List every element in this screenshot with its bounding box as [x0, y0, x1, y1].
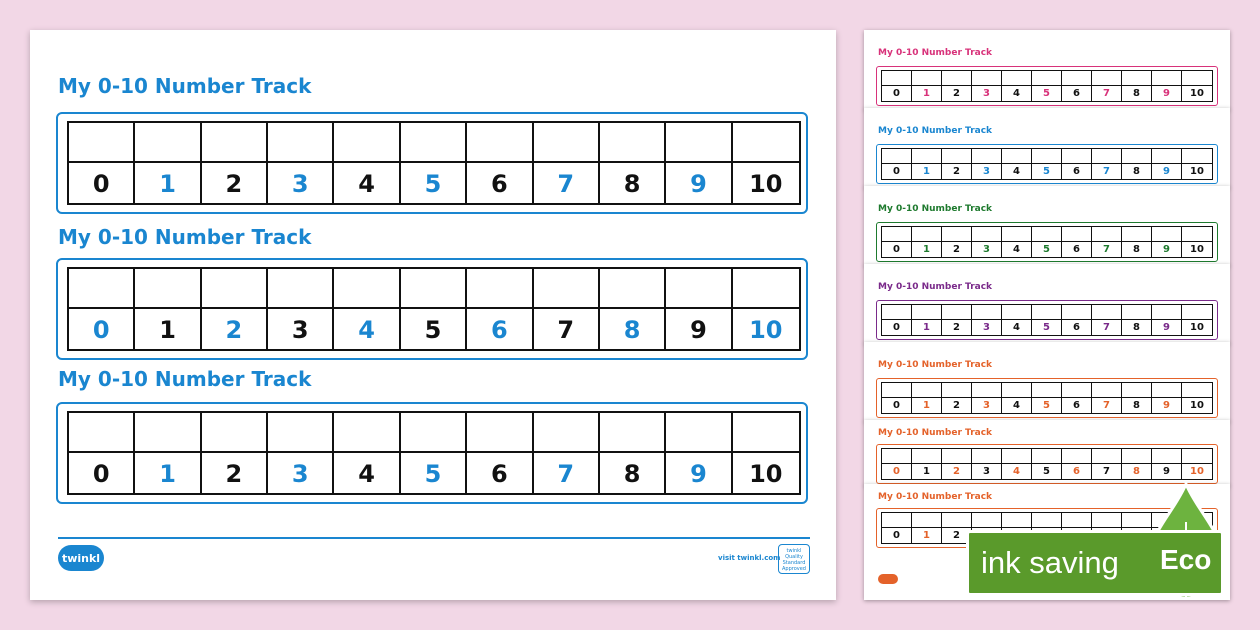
- blank-cell[interactable]: [666, 123, 732, 163]
- preview-number-cell: 3: [972, 320, 1002, 335]
- number-track-2: [56, 258, 808, 360]
- blank-cell[interactable]: [135, 269, 201, 309]
- preview-sheet[interactable]: [864, 108, 1230, 188]
- preview-number-cell: 0: [882, 398, 912, 413]
- preview-blank-cell: [972, 227, 1002, 242]
- preview-blank-cell: [1092, 305, 1122, 320]
- preview-number-cell: 4: [1002, 242, 1032, 257]
- preview-sheet[interactable]: [864, 420, 1230, 486]
- preview-blank-cell: [1092, 71, 1122, 86]
- preview-blank-cell: [1092, 513, 1122, 528]
- number-cell: 10: [749, 170, 783, 198]
- preview-sheet[interactable]: [864, 342, 1230, 422]
- number-cell: 9: [666, 163, 732, 205]
- preview-number-cell: 1: [912, 464, 942, 479]
- number-cell: 8: [600, 163, 666, 205]
- preview-number-cell: 6: [1062, 320, 1092, 335]
- preview-number-cell: 3: [972, 164, 1002, 179]
- preview-number-cell: 3: [972, 398, 1002, 413]
- preview-number-cell: 2: [942, 464, 972, 479]
- preview-blank-cell: [1152, 149, 1182, 164]
- preview-number-cell: 7: [1092, 164, 1122, 179]
- preview-blank-cell: [1002, 513, 1032, 528]
- preview-blank-cell: [1062, 449, 1092, 464]
- preview-number-cell: 0: [882, 528, 912, 543]
- preview-track: [876, 66, 1218, 106]
- blank-cell[interactable]: [534, 123, 600, 163]
- twinkl-logo: twinkl: [58, 545, 104, 571]
- number-cell: 10: [749, 460, 783, 488]
- quality-badge: twinkl Quality Standard Approved: [778, 544, 810, 574]
- preview-number-cell: 10: [1190, 244, 1204, 255]
- blank-cell[interactable]: [666, 413, 732, 453]
- preview-number-cell: 0: [882, 164, 912, 179]
- blank-cell[interactable]: [534, 269, 600, 309]
- blank-cell[interactable]: [666, 269, 732, 309]
- blank-cell[interactable]: [600, 123, 666, 163]
- preview-track: [876, 444, 1218, 484]
- preview-blank-cell: [1182, 305, 1212, 320]
- preview-blank-cell: [1122, 449, 1152, 464]
- preview-sheet[interactable]: [864, 30, 1230, 110]
- preview-track: [876, 300, 1218, 340]
- preview-number-cell: 5: [1032, 398, 1062, 413]
- number-cell: 10: [749, 316, 783, 344]
- preview-number-cell: 6: [1062, 86, 1092, 101]
- blank-cell[interactable]: [334, 413, 400, 453]
- blank-cell[interactable]: [467, 413, 533, 453]
- preview-number-cell: 2: [942, 528, 972, 543]
- number-cell: 4: [334, 309, 400, 351]
- blank-cell[interactable]: [334, 123, 400, 163]
- preview-blank-cell: [1002, 383, 1032, 398]
- preview-title: My 0-10 Number Track: [878, 428, 993, 438]
- ink-saving-text: ink saving: [981, 545, 1119, 580]
- blank-cell[interactable]: [135, 123, 201, 163]
- number-cell: 6: [467, 163, 533, 205]
- preview-blank-cell: [1032, 513, 1062, 528]
- preview-blank-cell: [942, 305, 972, 320]
- preview-title: My 0-10 Number Track: [878, 48, 993, 58]
- preview-number-cell: 10: [1190, 322, 1204, 333]
- preview-number-cell: 7: [1092, 86, 1122, 101]
- preview-number-cell: 7: [1092, 242, 1122, 257]
- preview-number-cell: 3: [972, 242, 1002, 257]
- blank-cell[interactable]: [600, 269, 666, 309]
- blank-cell[interactable]: [202, 413, 268, 453]
- preview-blank-cell: [1122, 149, 1152, 164]
- preview-blank-cell: [1092, 383, 1122, 398]
- preview-number-cell: 8: [1122, 464, 1152, 479]
- preview-number-cell: 0: [882, 320, 912, 335]
- preview-number-cell: 1: [912, 320, 942, 335]
- number-cell: 7: [534, 453, 600, 495]
- preview-blank-cell: [972, 71, 1002, 86]
- blank-cell[interactable]: [733, 413, 799, 453]
- preview-blank-cell: [942, 513, 972, 528]
- blank-cell[interactable]: [202, 123, 268, 163]
- preview-number-cell: 1: [912, 528, 942, 543]
- preview-blank-cell: [1032, 71, 1062, 86]
- preview-blank-cell: [1062, 305, 1092, 320]
- preview-blank-cell: [942, 227, 972, 242]
- preview-blank-cell: [972, 513, 1002, 528]
- preview-blank-cell: [912, 227, 942, 242]
- preview-number-cell: 10: [1190, 88, 1204, 99]
- preview-number-cell: 1: [912, 398, 942, 413]
- blank-cell[interactable]: [600, 413, 666, 453]
- preview-blank-cell: [1032, 305, 1062, 320]
- preview-number-cell: 10: [1190, 400, 1204, 411]
- preview-blank-cell: [912, 449, 942, 464]
- preview-number-cell: 6: [1062, 164, 1092, 179]
- preview-number-cell: 1: [912, 164, 942, 179]
- preview-track: [876, 144, 1218, 184]
- preview-number-cell: 10: [1190, 466, 1204, 477]
- number-cell: 6: [467, 453, 533, 495]
- preview-blank-cell: [882, 305, 912, 320]
- track-title-3: My 0-10 Number Track: [58, 367, 312, 391]
- blank-cell[interactable]: [401, 413, 467, 453]
- preview-blank-cell: [882, 149, 912, 164]
- preview-number-cell: 1: [912, 86, 942, 101]
- number-cell: 7: [534, 309, 600, 351]
- preview-title: My 0-10 Number Track: [878, 282, 993, 292]
- preview-number-cell: 8: [1122, 320, 1152, 335]
- preview-blank-cell: [972, 449, 1002, 464]
- number-cell: 8: [600, 309, 666, 351]
- preview-blank-cell: [882, 449, 912, 464]
- preview-blank-cell: [912, 71, 942, 86]
- preview-blank-cell: [1062, 227, 1092, 242]
- preview-blank-cell: [1122, 227, 1152, 242]
- preview-blank-cell: [1092, 227, 1122, 242]
- blank-cell[interactable]: [202, 269, 268, 309]
- preview-blank-cell: [1152, 449, 1182, 464]
- number-cell: 4: [334, 453, 400, 495]
- number-cell: 5: [401, 309, 467, 351]
- number-cell: 0: [69, 453, 135, 495]
- number-cell: 9: [666, 453, 732, 495]
- preview-blank-cell: [1182, 149, 1212, 164]
- number-cell: 6: [467, 309, 533, 351]
- preview-number-cell: 4: [1002, 320, 1032, 335]
- preview-number-cell: 7: [1092, 398, 1122, 413]
- preview-blank-cell: [1152, 305, 1182, 320]
- blank-cell[interactable]: [733, 123, 799, 163]
- preview-sheet[interactable]: [864, 264, 1230, 344]
- preview-blank-cell: [912, 149, 942, 164]
- preview-logo: [878, 574, 898, 584]
- preview-number-cell: 6: [1062, 398, 1092, 413]
- preview-number-cell: 6: [1062, 242, 1092, 257]
- number-cell: 0: [69, 163, 135, 205]
- preview-blank-cell: [1032, 383, 1062, 398]
- blank-cell[interactable]: [69, 413, 135, 453]
- preview-number-cell: 4: [1002, 398, 1032, 413]
- preview-number-cell: 4: [1002, 164, 1032, 179]
- track-title-1: My 0-10 Number Track: [58, 74, 312, 98]
- preview-blank-cell: [1062, 513, 1092, 528]
- track-title-2: My 0-10 Number Track: [58, 225, 312, 249]
- number-cell: 2: [202, 309, 268, 351]
- blank-cell[interactable]: [268, 123, 334, 163]
- preview-blank-cell: [1182, 449, 1212, 464]
- blank-cell[interactable]: [467, 123, 533, 163]
- number-cell: 9: [666, 309, 732, 351]
- preview-title: My 0-10 Number Track: [878, 126, 993, 136]
- preview-blank-cell: [1032, 149, 1062, 164]
- preview-number-cell: 2: [942, 86, 972, 101]
- preview-blank-cell: [1032, 227, 1062, 242]
- preview-number-cell: 8: [1122, 242, 1152, 257]
- preview-blank-cell: [972, 149, 1002, 164]
- preview-number-cell: 9: [1152, 164, 1182, 179]
- preview-blank-cell: [1002, 227, 1032, 242]
- number-cell: 0: [69, 309, 135, 351]
- preview-number-cell: 1: [912, 242, 942, 257]
- preview-blank-cell: [1062, 383, 1092, 398]
- preview-number-cell: 3: [972, 464, 1002, 479]
- preview-number-cell: 0: [882, 242, 912, 257]
- blank-cell[interactable]: [534, 413, 600, 453]
- preview-blank-cell: [1182, 71, 1212, 86]
- number-cell: 4: [334, 163, 400, 205]
- preview-blank-cell: [1152, 71, 1182, 86]
- preview-number-cell: 10: [1190, 166, 1204, 177]
- number-cell: 1: [135, 453, 201, 495]
- preview-blank-cell: [1032, 449, 1062, 464]
- preview-blank-cell: [1122, 71, 1152, 86]
- blank-cell[interactable]: [733, 269, 799, 309]
- number-cell: 5: [401, 163, 467, 205]
- visit-link[interactable]: visit twinkl.com: [718, 554, 781, 562]
- preview-blank-cell: [882, 383, 912, 398]
- blank-cell[interactable]: [69, 269, 135, 309]
- preview-number-cell: 8: [1122, 164, 1152, 179]
- preview-blank-cell: [1002, 149, 1032, 164]
- preview-blank-cell: [1062, 149, 1092, 164]
- number-cell: 3: [268, 453, 334, 495]
- number-cell: 2: [202, 163, 268, 205]
- preview-number-cell: 4: [1002, 464, 1032, 479]
- blank-cell[interactable]: [401, 123, 467, 163]
- preview-number-cell: 5: [1032, 86, 1062, 101]
- blank-cell[interactable]: [268, 269, 334, 309]
- preview-blank-cell: [972, 305, 1002, 320]
- preview-number-cell: 2: [942, 398, 972, 413]
- preview-blank-cell: [942, 149, 972, 164]
- preview-blank-cell: [882, 227, 912, 242]
- preview-number-cell: 6: [1062, 464, 1092, 479]
- number-cell: 3: [268, 163, 334, 205]
- preview-blank-cell: [1182, 227, 1212, 242]
- preview-blank-cell: [912, 513, 942, 528]
- preview-number-cell: 9: [1152, 242, 1182, 257]
- preview-track: [876, 222, 1218, 262]
- preview-number-cell: 8: [1122, 398, 1152, 413]
- preview-blank-cell: [1182, 383, 1212, 398]
- number-cell: 1: [135, 309, 201, 351]
- number-track-1: [56, 112, 808, 214]
- blank-cell[interactable]: [268, 413, 334, 453]
- number-cell: 7: [534, 163, 600, 205]
- preview-blank-cell: [1122, 383, 1152, 398]
- preview-blank-cell: [942, 71, 972, 86]
- preview-number-cell: 5: [1032, 242, 1062, 257]
- preview-number-cell: 5: [1032, 320, 1062, 335]
- preview-number-cell: 9: [1152, 86, 1182, 101]
- eco-label: Eco: [1160, 544, 1212, 575]
- preview-blank-cell: [1092, 449, 1122, 464]
- preview-blank-cell: [912, 305, 942, 320]
- preview-blank-cell: [1062, 71, 1092, 86]
- preview-track: [876, 378, 1218, 418]
- preview-number-cell: 2: [942, 242, 972, 257]
- preview-number-cell: 0: [882, 464, 912, 479]
- preview-number-cell: 9: [1152, 398, 1182, 413]
- preview-number-cell: 2: [942, 164, 972, 179]
- preview-blank-cell: [882, 513, 912, 528]
- preview-title: My 0-10 Number Track: [878, 492, 993, 502]
- preview-sheet[interactable]: [864, 186, 1230, 266]
- number-cell: 1: [135, 163, 201, 205]
- preview-number-cell: 0: [882, 86, 912, 101]
- preview-title: My 0-10 Number Track: [878, 204, 993, 214]
- number-cell: 8: [600, 453, 666, 495]
- preview-blank-cell: [882, 71, 912, 86]
- preview-blank-cell: [1092, 149, 1122, 164]
- preview-number-cell: 9: [1152, 464, 1182, 479]
- blank-cell[interactable]: [401, 269, 467, 309]
- footer-divider: [58, 537, 810, 539]
- preview-blank-cell: [972, 383, 1002, 398]
- main-worksheet: [30, 30, 836, 600]
- blank-cell[interactable]: [467, 269, 533, 309]
- number-track-3: [56, 402, 808, 504]
- preview-blank-cell: [1002, 305, 1032, 320]
- preview-blank-cell: [1152, 383, 1182, 398]
- preview-number-cell: 7: [1092, 464, 1122, 479]
- preview-blank-cell: [942, 449, 972, 464]
- preview-number-cell: 5: [1032, 164, 1062, 179]
- number-cell: 5: [401, 453, 467, 495]
- preview-blank-cell: [1152, 227, 1182, 242]
- number-cell: 3: [268, 309, 334, 351]
- preview-number-cell: 4: [1002, 86, 1032, 101]
- preview-number-cell: 8: [1122, 86, 1152, 101]
- blank-cell[interactable]: [334, 269, 400, 309]
- preview-number-cell: 9: [1152, 320, 1182, 335]
- blank-cell[interactable]: [135, 413, 201, 453]
- preview-number-cell: 3: [972, 86, 1002, 101]
- preview-blank-cell: [942, 383, 972, 398]
- blank-cell[interactable]: [69, 123, 135, 163]
- preview-title: My 0-10 Number Track: [878, 360, 993, 370]
- preview-number-cell: 2: [942, 320, 972, 335]
- number-cell: 2: [202, 453, 268, 495]
- preview-number-cell: 7: [1092, 320, 1122, 335]
- preview-blank-cell: [912, 383, 942, 398]
- preview-blank-cell: [1122, 305, 1152, 320]
- preview-blank-cell: [1002, 449, 1032, 464]
- preview-blank-cell: [1002, 71, 1032, 86]
- preview-number-cell: 5: [1032, 464, 1062, 479]
